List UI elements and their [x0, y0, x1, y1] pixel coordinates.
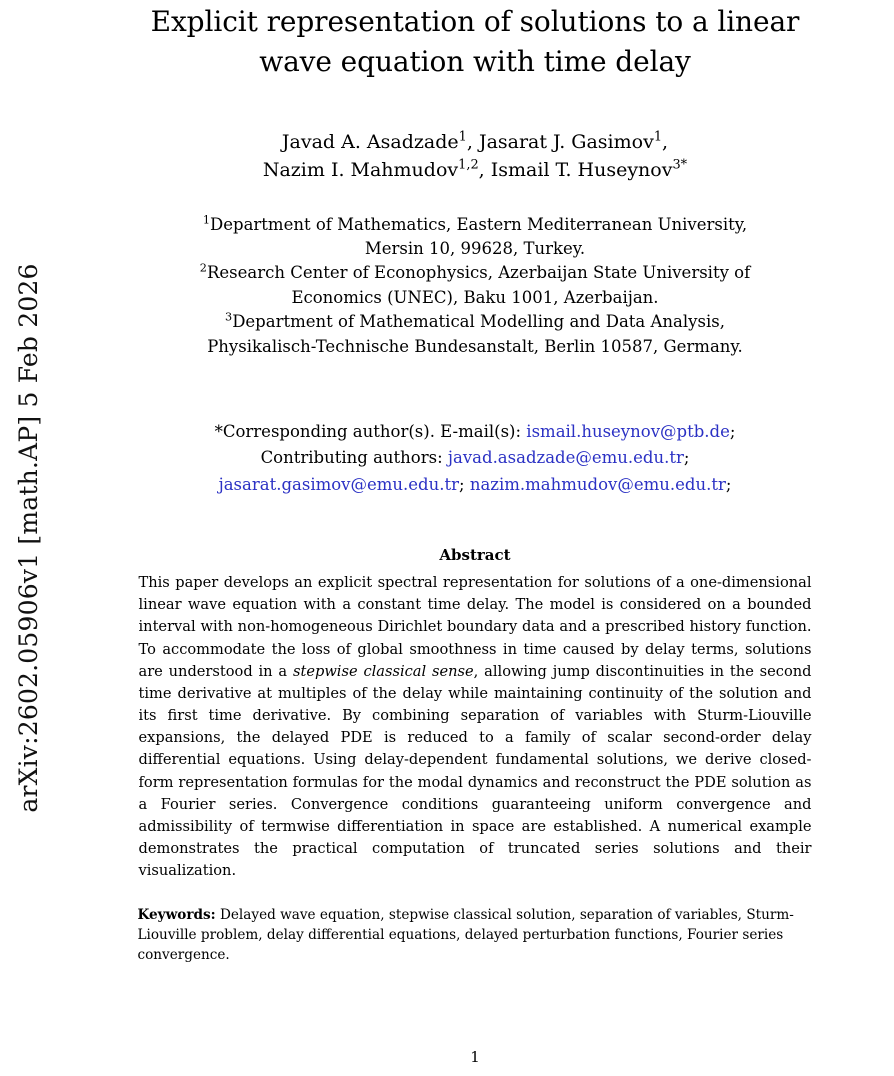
abstract-emphasis: stepwise classical sense — [292, 662, 474, 680]
contributing-label: Contributing authors: — [260, 448, 448, 468]
corresponding-author-block — [138, 419, 813, 498]
author-list — [138, 128, 813, 185]
affiliation-text: Department of Mathematics, Eastern Mediterranean University, — [210, 214, 748, 234]
affiliation-item — [138, 237, 813, 261]
title-line-2: wave equation with time delay — [259, 44, 691, 78]
abstract-text — [138, 572, 813, 882]
affiliation-text: Economics (UNEC), Baku 1001, Azerbaijan. — [291, 287, 659, 307]
affiliation-marker: 3 — [225, 310, 233, 324]
keywords-label: Keywords: — [137, 906, 216, 923]
author-affil-marker: 1,2 — [458, 157, 479, 173]
author-affil-marker: 3* — [672, 157, 688, 173]
affiliation-text: Physikalisch-Technische Bundesanstalt, Berlin 10587, Germany. — [207, 336, 743, 356]
title-line-1: Explicit representation of solutions to a linear — [150, 5, 800, 38]
page-number: 1 — [470, 1048, 480, 1066]
affiliation-marker: 2 — [199, 261, 207, 275]
abstract-heading: Abstract — [439, 546, 511, 565]
email-link[interactable]: nazim.mahmudov@emu.edu.tr — [469, 474, 726, 494]
affiliation-item — [138, 286, 813, 310]
author-name: Ismail T. Huseynov — [490, 159, 673, 181]
author-name: Javad A. Asadzade — [281, 130, 459, 153]
punctuation: ; — [459, 474, 470, 494]
corresponding-line-1 — [138, 419, 813, 445]
paper-page — [56, 0, 894, 1076]
paper-content — [138, 0, 813, 966]
keywords-block — [138, 905, 813, 966]
affiliation-list — [138, 213, 813, 359]
author-line-end: , — [662, 130, 669, 153]
abstract-part-2: , allowing jump discontinuities in the second time derivative at multiples of the delay while maintaining continuity of the solution and its first time derivative. By combining separation of variables with Sturm-Liouville expansions, the delayed PDE is reduced to a family of scalar second-order delay differential equations. Using delay-dependent fundamental solutions, we derive closed-form representation formulas for the modal dynamics and reconstruct the PDE solution as a Fourier series. Convergence conditions guaranteeing uniform convergence and admissibility of termwise differentiation in space are established. A numerical example demonstrates the practical computation of truncated series solutions and their visualization. — [138, 662, 812, 880]
author-separator: , — [478, 159, 491, 181]
email-link[interactable]: javad.asadzade@emu.edu.tr — [447, 448, 684, 468]
author-line-1 — [138, 128, 813, 157]
author-affil-marker: 1 — [653, 129, 663, 145]
affiliation-item — [138, 310, 813, 334]
affiliation-text: Department of Mathematical Modelling and Data Analysis, — [232, 312, 725, 332]
affiliation-item — [138, 213, 813, 237]
affiliation-text: Mersin 10, 99628, Turkey. — [364, 238, 586, 258]
punctuation: ; — [729, 421, 736, 441]
affiliation-marker: 1 — [202, 213, 211, 226]
arxiv-stamp: arXiv:2602.05906v1 [math.AP] 5 Feb 2026 — [13, 263, 43, 813]
page-title — [138, 0, 813, 82]
abstract-part-1: This paper develops an explicit spectral representation for solutions of a one-dimensional linear wave equation with a constant time delay. The model is considered on a bounded interval with non-homogeneous Dirichlet boundary data and a prescribed history function. To accommodate the loss of global smoothness in time caused by delay terms, solutions are understood in a — [138, 574, 812, 680]
corresponding-label: *Corresponding author(s). E-mail(s): — [214, 421, 527, 441]
punctuation: ; — [683, 448, 690, 468]
email-link[interactable]: jasarat.gasimov@emu.edu.tr — [218, 474, 459, 494]
author-line-2 — [138, 156, 813, 185]
affiliation-text: Research Center of Econophysics, Azerbaijan State University of — [206, 263, 751, 283]
corresponding-line-3 — [138, 472, 813, 498]
affiliation-item — [138, 261, 813, 285]
author-name: Jasarat J. Gasimov — [478, 130, 654, 153]
author-separator: , — [466, 130, 479, 153]
email-link[interactable]: ismail.huseynov@ptb.de — [526, 421, 730, 441]
affiliation-item — [138, 335, 813, 359]
punctuation: ; — [725, 474, 732, 494]
author-affil-marker: 1 — [458, 129, 467, 145]
keywords-text: Delayed wave equation, stepwise classical solution, separation of variables, Sturm-Liouville problem, delay differential equations, delayed perturbation functions, Fourier series convergence. — [137, 906, 794, 964]
author-name: Nazim I. Mahmudov — [262, 159, 459, 181]
corresponding-line-2 — [138, 445, 813, 471]
